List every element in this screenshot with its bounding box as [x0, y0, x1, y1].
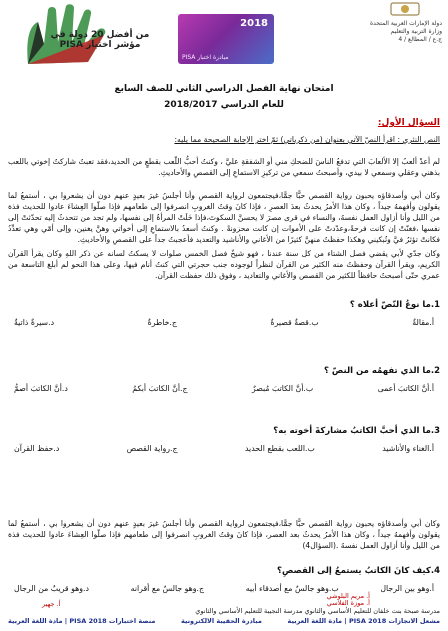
footer-item: مبادرة الحقيبة الالكترونية: [181, 617, 262, 625]
instruction: النص النثري : اقرأ النصّ الآتي بعنوان (من ذكرياتي) ثمّ اختر الإجابة الصحيحة مما يليه:: [174, 135, 440, 144]
footer-schools: مدرسة صبحة بنت خلفان للتعليم الأساسي والثانوي مدرسة النجيبة للتعليم الأساسي والثانوي: [195, 607, 440, 615]
ministry-line: ج.ع / المطالع / 4: [398, 36, 442, 43]
option-c[interactable]: ج.وهو جالسٌ مع أقرانه: [130, 584, 205, 593]
teacher-name: أ. موزة الفلاسي: [326, 599, 370, 607]
option-d[interactable]: د.وهو قريبٌ من الرجال: [14, 584, 89, 593]
question-3-options: [14, 444, 434, 453]
option-c[interactable]: ج.رواية القصص: [126, 444, 178, 453]
option-d[interactable]: د.حفظ القرآن: [14, 444, 60, 453]
question-2-options: [14, 384, 434, 393]
ministry-line: دولة الإمارات العربية المتحدة: [369, 20, 442, 27]
footer-item: منصة اختبارات PISA 2018 | مادة اللغة العربية: [8, 617, 156, 625]
question-number: 4.: [430, 566, 440, 576]
passage-paragraph-2: وكان أبي وأصدقاؤه يحبون رواية القصص حبًّا جمًّا،فيجتمعون لرواية القصصِ وأنا أجلسُ غيرَ بعيدٍ عنهم دون أن يشعروا بي ، أستمعُ لما يقولون وأفهمهُ جيداً ، وكان هذا الأمرُ يحدثُ بعدَ العصرِ ، فإذا كانَ وقتُ الغروبِ انصرفوا إلى طعامهم فإذا صلّوا العِشاءَ عادوا للحديث فذة من الليل وأنا أزاول العمل نفسهُ، والنساء في قرى مصرَ لا يحسنَّ السكوتَ،فإذا خَلَتْ المرأةُ إلى نفسها، ولم تجد من تتحدثُ إليه تحدّثتْ إلى نفسها ،فغنّتْ إن كانت فرحةً،وعدّدتْ على الأموات إن كانت محزونةً . وكنتُ أسعدُ بالاستماعِ إلى أخواتي وهنَّ يغنين، وإلى أمّي وهي تعدِّدُ فكانتْ تؤثرُ فيَّ وتُبكيني وهكذا حفظتُ منهنَّ كثيرًا من الأغاني والأناشيد والتعديد فأعجبتُ جداً على القصصِ والأحاديثِ.: [8, 191, 440, 244]
banner-text: مبادرة اختبار PISA: [182, 54, 229, 61]
passage-paragraph-1: لم أعدْ ألعبُ إلا الألعابَ التي تدفعُ الناسَ للضحكِ مني أو الشفقةِ عليَّ ، وكنتُ أحبُّ اللّعب بقطعٍ من الحديد،فقد تعبتُ شاركتُ إخوتي باللعب بذهني وعقلي وسمعي لا بيدي، وأصبحتُ سمعي من تركيزِ الاستماعِ إلى القصصِ والأحاديثِ.: [8, 157, 440, 177]
option-b[interactable]: ب.أنَّ الكاتبَ مُبصرٌ: [251, 384, 314, 393]
option-a[interactable]: أ.أنَّ الكاتبَ أعمى: [377, 384, 434, 393]
option-a[interactable]: أ.الغناء والأناشيد: [382, 444, 434, 453]
option-c[interactable]: ج.أنَّ الكاتبَ أبكمُ: [132, 384, 188, 393]
pisa-banner: [178, 14, 274, 64]
question-3: [273, 426, 440, 436]
option-a[interactable]: أ.وهو بين الرجال: [380, 584, 434, 593]
question-text: كيف كانَ الكاتبُ يستمعُ إلى القصصِ؟: [277, 566, 431, 576]
option-b[interactable]: ب.قصةٌ قصيرةٌ: [270, 318, 319, 327]
option-a[interactable]: أ.مقالةٌ: [412, 318, 434, 327]
question-number: 1.: [430, 300, 440, 310]
footer-item: مشعل الانجازات PISA 2018 | مادة اللغة العربية: [287, 617, 440, 625]
question-1-options: [14, 318, 434, 327]
exam-year: للعام الدراسي 2018/2017: [164, 100, 284, 110]
option-d[interactable]: د.سيرةٌ ذاتيةٌ: [14, 318, 55, 327]
footer-links: [8, 617, 440, 625]
question-text: ما الذي أحبَّ الكاتبُ مشاركةَ أخوته به؟: [273, 426, 431, 436]
ministry-header: [342, 6, 442, 44]
question-4: [277, 566, 440, 576]
option-d[interactable]: د.أنَّ الكاتبَ أصمُّ: [14, 384, 68, 393]
option-b[interactable]: ب.وهو جالسٌ مع أصدقاء أبيه: [245, 584, 339, 593]
question-4-options: [14, 584, 434, 593]
question-text: ما الذي تفهمُه من النصّ ؟: [324, 366, 431, 376]
banner-year: 2018: [240, 18, 268, 29]
teacher-name: أ. جهير: [42, 600, 61, 608]
passage-paragraph-3: وكان جدّي لأبي يقضي فصل الشتاء من كل سنة عندنا ، فهو شيخٌ فصل الخمس صلوات لا يسكتُ لسانه عن ذكر اللهِ وكان يقرأ القرآن الكريم، ويقرأ القرآن وحفظتُ منه الكثير من القرآن لنظراً لوجوده جنب حجرتي التي كنتُ أنام فيها، وعلى هذا النحو لم أبلغ التاسعة من عمري حتّى أصبحتُ حافظاً للكثير من القصص والأغاني والتعاديد ، وفوق ذلك حفظت القرآن.: [8, 249, 440, 280]
teacher-name: أ. مريم البلوشي: [326, 592, 370, 600]
question-number: 2.: [430, 366, 440, 376]
ministry-line: وزارة التربية والتعليم: [390, 28, 442, 35]
question-1: [350, 300, 440, 310]
option-b[interactable]: ب.اللعب بقطع الحديد: [244, 444, 315, 453]
pisa-slogan: من أفضل 20 دولة في مؤشر اختبار PISA: [50, 30, 150, 50]
passage-excerpt: وكان أبي وأصدقاؤه يحبون رواية القصص حبًّا جمًّا،فيجتمعون لرواية القصص وأنا أجلسُ غيرَ بعيدٍ عنهم دون أن يشعروا بي ، أستمعُ لما يقولون وأفهمهُ جيداً ، وكان هذا الأمرُ يحدثُ بعد العصر، فإذا كانَ وقتُ الغروبِ انصرفوا إلى طعامهم فإذا صلّوا العِشاءَ عادوا للحديث فذة من الليل وأنا أزاول العمل نفسهُ .(السؤال4): [8, 519, 440, 550]
question-number: 3.: [430, 426, 440, 436]
exam-title: امتحان نهاية الفصل الدراسي الثاني للصف السابع: [114, 84, 334, 94]
question-2: [324, 366, 440, 376]
page-header: [0, 0, 448, 82]
option-c[interactable]: ج.خاطرةٌ: [147, 318, 177, 327]
page-footer: [0, 605, 448, 631]
question-text: ما نوعُ النّصّ أعلاه ؟: [349, 300, 431, 310]
section-title: السؤال الأول:: [377, 118, 440, 128]
